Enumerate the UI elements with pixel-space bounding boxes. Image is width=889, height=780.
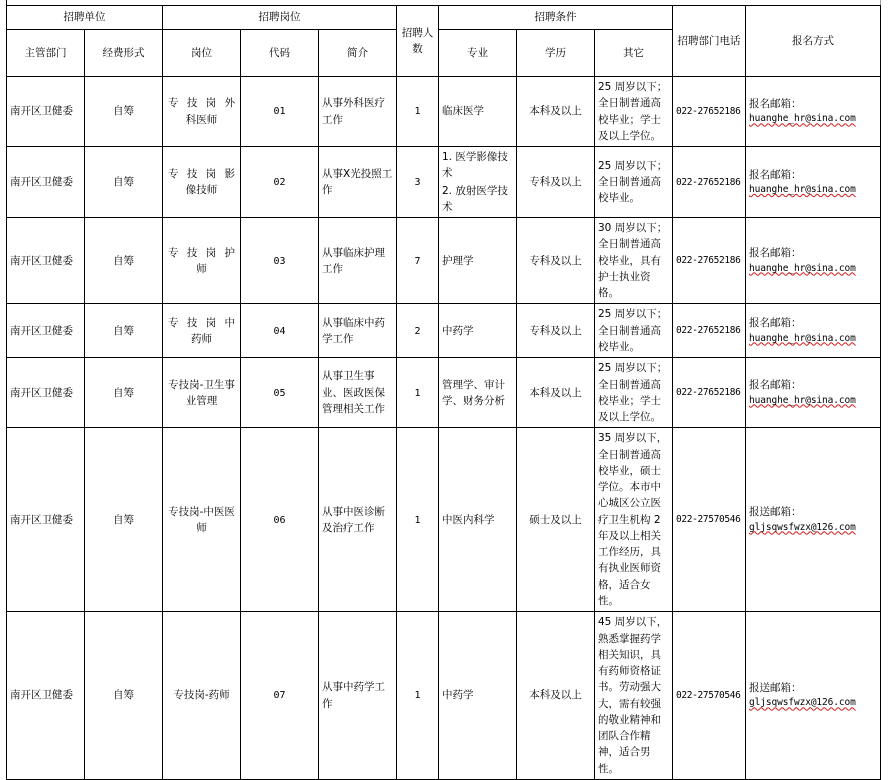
cell-dept: 南开区卫健委 bbox=[7, 612, 85, 780]
cell-post: 专技岗-中医医 师 bbox=[163, 428, 241, 612]
header-edu: 学历 bbox=[517, 30, 595, 77]
cell-major: 中医内科学 bbox=[439, 428, 517, 612]
cell-fund: 自筹 bbox=[85, 147, 163, 218]
cell-fund: 自筹 bbox=[85, 428, 163, 612]
cell-major: 1. 医学影像技术 2. 放射医学技术 bbox=[439, 147, 517, 218]
cell-phone[interactable]: 022-27652186 bbox=[673, 304, 746, 358]
header-code: 代码 bbox=[241, 30, 319, 77]
cell-count: 2 bbox=[397, 304, 439, 358]
header-apply: 报名方式 bbox=[746, 6, 881, 77]
cell-count: 1 bbox=[397, 612, 439, 780]
table-body bbox=[7, 77, 881, 780]
cell-fund: 自筹 bbox=[85, 304, 163, 358]
cell-code: 07 bbox=[241, 612, 319, 780]
table-row[interactable] bbox=[7, 612, 881, 780]
cell-fund: 自筹 bbox=[85, 218, 163, 304]
cell-count: 1 bbox=[397, 358, 439, 428]
cell-brief: 从事临床护理工作 bbox=[319, 218, 397, 304]
cell-dept: 南开区卫健委 bbox=[7, 428, 85, 612]
cell-other: 45 周岁以下，熟悉掌握药学相关知识，具有药师资格证书。劳动强大大，需有较强的敬业精神和团队合作精神，适合男性。 bbox=[595, 612, 673, 780]
cell-apply-method[interactable]: 报名邮箱： huanghe_hr@sina.com bbox=[746, 304, 881, 358]
cell-code: 06 bbox=[241, 428, 319, 612]
cell-apply-method[interactable]: 报名邮箱： huanghe_hr@sina.com bbox=[746, 358, 881, 428]
cell-brief: 从事卫生事业、医政医保管理相关工作 bbox=[319, 358, 397, 428]
header-brief: 简介 bbox=[319, 30, 397, 77]
cell-brief: 从事中医诊断及治疗工作 bbox=[319, 428, 397, 612]
table-row[interactable] bbox=[7, 358, 881, 428]
cell-dept: 南开区卫健委 bbox=[7, 147, 85, 218]
cell-post: 专技岗外 科医师 bbox=[163, 77, 241, 147]
cell-code: 02 bbox=[241, 147, 319, 218]
cell-post: 专技岗-卫生事业管理 bbox=[163, 358, 241, 428]
cell-education: 本科及以上 bbox=[517, 77, 595, 147]
cell-education: 专科及以上 bbox=[517, 218, 595, 304]
header-other: 其它 bbox=[595, 30, 673, 77]
cell-apply-method[interactable]: 报送邮箱： gljsqwsfwzx@126.com bbox=[746, 428, 881, 612]
cell-phone[interactable]: 022-27652186 bbox=[673, 77, 746, 147]
cell-education: 本科及以上 bbox=[517, 358, 595, 428]
cell-other: 35 周岁以下，全日制普通高校毕业，硕士学位。本市中心城区公立医疗卫生机构 2 年及以上相关工作经历，具有执业医师资格，适合女性。 bbox=[595, 428, 673, 612]
cell-count: 1 bbox=[397, 428, 439, 612]
cell-fund: 自筹 bbox=[85, 612, 163, 780]
cell-count: 1 bbox=[397, 77, 439, 147]
header-phone: 招聘部门电话 bbox=[673, 6, 746, 77]
cell-fund: 自筹 bbox=[85, 358, 163, 428]
cell-other: 30 周岁以下；全日制普通高校毕业，具有护士执业资格。 bbox=[595, 218, 673, 304]
cell-major: 中药学 bbox=[439, 612, 517, 780]
cell-apply-method[interactable]: 报名邮箱： huanghe_hr@sina.com bbox=[746, 77, 881, 147]
cell-education: 专科及以上 bbox=[517, 147, 595, 218]
cell-post: 专技岗中 药师 bbox=[163, 304, 241, 358]
grid-tick-right bbox=[880, 0, 881, 5]
cell-brief: 从事中药学工作 bbox=[319, 612, 397, 780]
cell-phone[interactable]: 022-27570546 bbox=[673, 428, 746, 612]
cell-major: 中药学 bbox=[439, 304, 517, 358]
cell-dept: 南开区卫健委 bbox=[7, 218, 85, 304]
header-count: 招聘人数 bbox=[397, 6, 439, 77]
cell-brief: 从事临床中药学工作 bbox=[319, 304, 397, 358]
header-fund: 经费形式 bbox=[85, 30, 163, 77]
table-row[interactable] bbox=[7, 77, 881, 147]
cell-brief: 从事外科医疗工作 bbox=[319, 77, 397, 147]
cell-phone[interactable]: 022-27652186 bbox=[673, 147, 746, 218]
cell-phone[interactable]: 022-27652186 bbox=[673, 218, 746, 304]
cell-major: 护理学 bbox=[439, 218, 517, 304]
cell-apply-method[interactable]: 报送邮箱： gljsqwsfwzx@126.com bbox=[746, 612, 881, 780]
header-post: 岗位 bbox=[163, 30, 241, 77]
header-dept: 主管部门 bbox=[7, 30, 85, 77]
cell-education: 专科及以上 bbox=[517, 304, 595, 358]
cell-code: 03 bbox=[241, 218, 319, 304]
cell-other: 25 周岁以下；全日制普通高校毕业。 bbox=[595, 304, 673, 358]
cell-count: 3 bbox=[397, 147, 439, 218]
cell-brief: 从事X光投照工作 bbox=[319, 147, 397, 218]
cell-phone[interactable]: 022-27652186 bbox=[673, 358, 746, 428]
cell-dept: 南开区卫健委 bbox=[7, 304, 85, 358]
cell-post: 专技岗-药师 bbox=[163, 612, 241, 780]
recruitment-table bbox=[6, 5, 881, 780]
header-group-unit: 招聘单位 bbox=[7, 6, 163, 30]
cell-post: 专技岗护 师 bbox=[163, 218, 241, 304]
cell-apply-method[interactable]: 报名邮箱： huanghe_hr@sina.com bbox=[746, 218, 881, 304]
cell-dept: 南开区卫健委 bbox=[7, 77, 85, 147]
cell-education: 本科及以上 bbox=[517, 612, 595, 780]
header-group-post: 招聘岗位 bbox=[163, 6, 397, 30]
cell-code: 04 bbox=[241, 304, 319, 358]
cell-other: 25 周岁以下；全日制普通高校毕业；学士及以上学位。 bbox=[595, 77, 673, 147]
cell-code: 01 bbox=[241, 77, 319, 147]
table-row[interactable] bbox=[7, 218, 881, 304]
table-row[interactable] bbox=[7, 428, 881, 612]
header-group-conditions: 招聘条件 bbox=[439, 6, 673, 30]
grid-tick-left bbox=[6, 0, 7, 5]
cell-fund: 自筹 bbox=[85, 77, 163, 147]
cell-major: 临床医学 bbox=[439, 77, 517, 147]
cell-dept: 南开区卫健委 bbox=[7, 358, 85, 428]
table-row[interactable] bbox=[7, 147, 881, 218]
cell-major: 管理学、审计学、财务分析 bbox=[439, 358, 517, 428]
cell-other: 25 周岁以下；全日制普通高校毕业；学士及以上学位。 bbox=[595, 358, 673, 428]
cell-post: 专技岗影 像技师 bbox=[163, 147, 241, 218]
cell-phone[interactable]: 022-27570546 bbox=[673, 612, 746, 780]
cell-other: 25 周岁以下；全日制普通高校毕业。 bbox=[595, 147, 673, 218]
table-header-group-row bbox=[7, 6, 881, 30]
cell-apply-method[interactable]: 报名邮箱： huanghe_hr@sina.com bbox=[746, 147, 881, 218]
header-major: 专业 bbox=[439, 30, 517, 77]
cell-count: 7 bbox=[397, 218, 439, 304]
cell-education: 硕士及以上 bbox=[517, 428, 595, 612]
cell-code: 05 bbox=[241, 358, 319, 428]
table-row[interactable] bbox=[7, 304, 881, 358]
